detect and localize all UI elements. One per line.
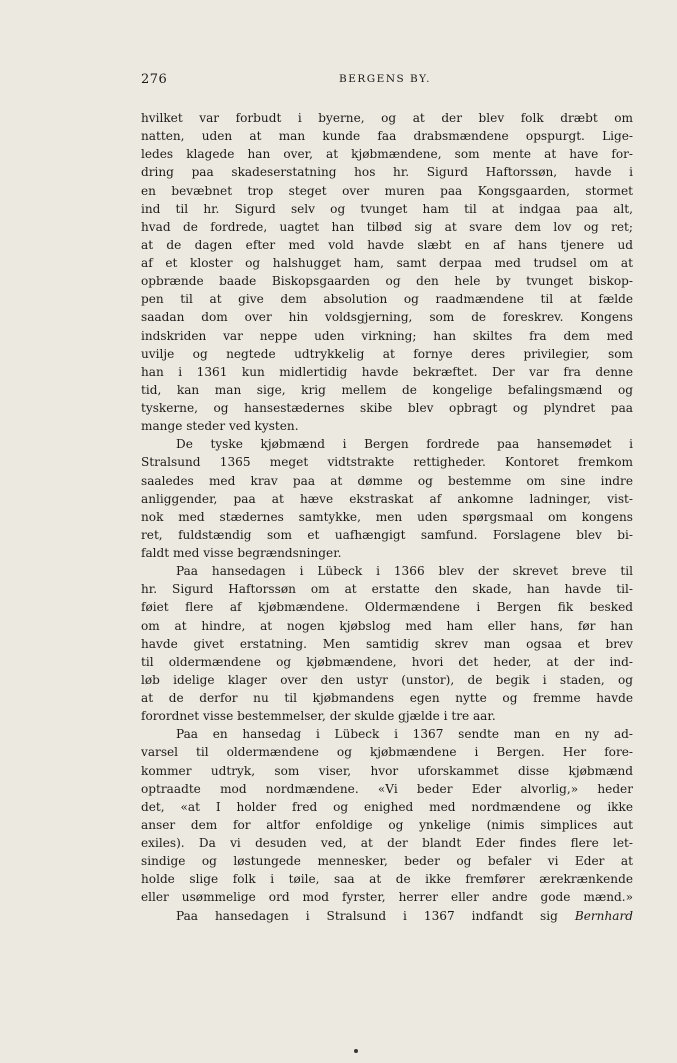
text-line xyxy=(141,345,633,363)
page-mark xyxy=(354,1049,358,1053)
text-line xyxy=(141,308,633,326)
text-line-content: uvilje og negtede udtrykkelig at fornye deres privilegier, som xyxy=(141,346,633,361)
text-line-content: tid, kan man sige, krig mellem de kongelige befalingsmænd og xyxy=(141,382,633,397)
text-line xyxy=(141,888,633,906)
text-line-content: havde givet erstatning. Men samtidig skrev man ogsaa et brev xyxy=(141,636,633,651)
text-line-content: De tyske kjøbmænd i Bergen fordrede paa hansemødet i xyxy=(176,437,633,452)
text-line xyxy=(141,182,633,200)
text-line-content: Paa hansedagen i Stralsund i 1367 indfandt sig xyxy=(176,908,558,923)
text-line-content: anliggender, paa at hæve ekstraskat af ankomne ladninger, vist- xyxy=(141,491,633,506)
text-line xyxy=(141,417,633,435)
text-line xyxy=(141,798,633,816)
text-line-content: indskriden var neppe uden virkning; han skiltes fra dem med xyxy=(141,328,633,343)
text-line-content: anser dem for altfor enfoldige og ynkelige (nimis simplices aut xyxy=(141,817,633,832)
text-line-content: natten, uden at man kunde faa drabsmændene opspurgt. Lige- xyxy=(141,129,633,144)
text-line xyxy=(141,725,633,743)
text-line xyxy=(141,381,633,399)
text-line xyxy=(141,671,633,689)
text-line xyxy=(141,290,633,308)
text-line xyxy=(141,762,633,780)
text-line-content: faldt med visse begrændsninger. xyxy=(141,546,342,560)
text-line xyxy=(141,508,633,526)
text-line-content: varsel til oldermændene og kjøbmændene i Bergen. Her fore- xyxy=(141,745,633,760)
text-line-content: hvilket var forbudt i byerne, og at der blev folk dræbt om xyxy=(141,111,633,125)
text-line xyxy=(141,617,633,635)
text-line xyxy=(141,598,633,616)
text-line xyxy=(141,163,633,181)
text-line-content: ledes klagede han over, at kjøbmændene, som mente at have for- xyxy=(141,147,633,162)
text-line-content: en bevæbnet trop steget over muren paa Kongsgaarden, stormet xyxy=(141,183,633,198)
text-line xyxy=(141,743,633,761)
text-line-content: føiet flere af kjøbmændene. Oldermændene i Bergen fik besked xyxy=(141,600,633,615)
text-line-content: Paa en hansedag i Lübeck i 1367 sendte man en ny ad- xyxy=(176,727,633,742)
text-line-content: hr. Sigurd Haftorssøn om at erstatte den skade, han havde til- xyxy=(141,582,633,597)
text-line xyxy=(141,816,633,834)
text-line xyxy=(141,852,633,870)
text-line-content: det, «at I holder fred og enighed med nordmændene og ikke xyxy=(141,799,633,814)
text-line-content: kommer udtryk, som viser, hvor uforskammet disse kjøbmænd xyxy=(141,763,633,778)
text-line-content: saadan dom over hin voldsgjerning, som de foreskrev. Kongens xyxy=(141,310,633,325)
text-line-content: opbrænde baade Biskopsgaarden og den hele by tvunget biskop- xyxy=(141,274,633,289)
text-line xyxy=(141,127,633,145)
page-number: 276 xyxy=(141,72,168,87)
text-line-content: dring paa skadeserstatning hos hr. Sigurd Haftorssøn, havde i xyxy=(141,165,633,180)
text-line xyxy=(141,907,633,925)
text-line xyxy=(141,707,633,725)
text-line xyxy=(141,145,633,163)
text-line xyxy=(141,490,633,508)
text-line-content: holde slige folk i tøile, saa at de ikke fremfører ærekrænkende xyxy=(141,872,633,887)
text-line-content: eller usømmelige ord mod fyrster, herrer eller andre gode mænd.» xyxy=(141,890,633,905)
text-line xyxy=(141,689,633,707)
text-line xyxy=(141,580,633,598)
text-line-content: løb idelige klager over den ustyr (unstor), de begik i staden, og xyxy=(141,672,633,687)
text-line-content: af et kloster og halshugget ham, samt derpaa med trudsel om at xyxy=(141,256,633,270)
text-line-content: sindige og løstungede mennesker, beder og befaler vi Eder at xyxy=(141,854,633,869)
text-line xyxy=(141,200,633,218)
text-line xyxy=(141,834,633,852)
text-line-content: at de dagen efter med vold havde slæbt en af hans tjenere ud xyxy=(141,237,633,252)
text-line xyxy=(141,327,633,345)
text-line-content: ret, fuldstændig som et uafhængigt samfund. Forslagene blev bi- xyxy=(141,527,633,542)
text-line xyxy=(141,653,633,671)
text-line xyxy=(141,435,633,453)
text-line xyxy=(141,254,633,272)
text-line-content: tyskerne, og hansestædernes skibe blev opbragt og plyndret paa xyxy=(141,401,633,415)
text-line xyxy=(141,526,633,544)
text-line xyxy=(141,399,633,417)
text-line xyxy=(141,780,633,798)
text-line-content: optraadte mod nordmændene. «Vi beder Eder alvorlig,» heder xyxy=(141,781,633,796)
text-line xyxy=(141,109,633,127)
text-line xyxy=(141,870,633,888)
running-title: BERGENS BY. xyxy=(339,73,432,85)
text-line xyxy=(141,472,633,490)
page-header xyxy=(141,72,633,92)
text-line-content: saaledes med krav paa at dømme og bestemme om sine indre xyxy=(141,473,633,488)
text-line xyxy=(141,272,633,290)
text-line-content: at de derfor nu til kjøbmandens egen nytte og fremme havde xyxy=(141,691,633,705)
text-line-content: nok med stædernes samtykke, men uden spørgsmaal om kongens xyxy=(141,509,633,524)
text-line xyxy=(141,236,633,254)
text-line-content: om at hindre, at nogen kjøbslog med ham eller hans, før han xyxy=(141,618,633,633)
text-line-content: Paa hansedagen i Lübeck i 1366 blev der skrevet breve til xyxy=(176,564,633,579)
text-line xyxy=(141,218,633,236)
text-line-content: Stralsund 1365 meget vidtstrakte rettigheder. Kontoret fremkom xyxy=(141,455,633,470)
text-line-content: han i 1361 kun midlertidig havde bekræftet. Der var fra denne xyxy=(141,364,633,379)
text-line-content: forordnet visse bestemmelser, der skulde gjælde i tre aar. xyxy=(141,709,496,724)
text-line-content: ind til hr. Sigurd selv og tvunget ham til at indgaa paa alt, xyxy=(141,201,633,216)
text-line-content: exiles). Da vi desuden ved, at der blandt Eder findes flere let- xyxy=(141,836,633,850)
text-line-content: til oldermændene og kjøbmændene, hvori det heder, at der ind- xyxy=(141,654,633,669)
text-line xyxy=(141,562,633,580)
text-line-content: hvad de fordrede, uagtet han tilbød sig at svare dem lov og ret; xyxy=(141,219,633,234)
text-line-content: mange steder ved kysten. xyxy=(141,419,299,434)
text-line-content: pen til at give dem absolution og raadmændene til at fælde xyxy=(141,292,633,307)
text-line xyxy=(141,363,633,381)
text-line xyxy=(141,544,633,562)
body-text xyxy=(141,109,633,925)
text-line xyxy=(141,635,633,653)
text-line xyxy=(141,453,633,471)
text-line-italic: Bernhard xyxy=(574,908,633,923)
